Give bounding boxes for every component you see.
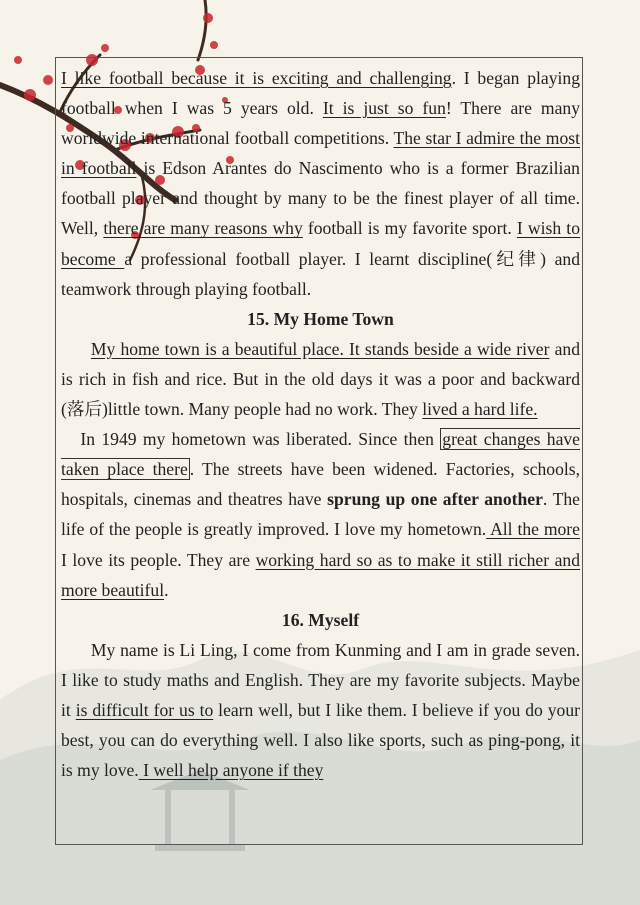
text-run: . bbox=[164, 579, 169, 600]
underlined-phrase: I well help anyone if they bbox=[138, 760, 324, 781]
text-run: My name is Li Ling, I come from Kunming and I am in grade seven. I like to study maths and English. They are my favorite subjects. Maybe it bbox=[61, 639, 580, 720]
text-run: learn well, but I like them. I believe if you do your best, you can do everything well. I also like sports, such as ping-pong, it is my love. bbox=[61, 699, 580, 781]
text-run: . I began playing football when I was 5 years old. bbox=[61, 68, 580, 119]
heading-myself: 16. Myself bbox=[281, 609, 360, 630]
football-paragraph bbox=[61, 63, 580, 304]
myself-paragraph bbox=[61, 635, 580, 785]
underlined-phrase: working hard so as to make it still richer and more beautiful bbox=[61, 549, 580, 600]
text-run: In 1949 my hometown was liberated. Since then bbox=[80, 429, 441, 450]
underlined-phrase: is difficult for us to bbox=[75, 699, 214, 720]
underlined-phrase: lived a hard life. bbox=[422, 399, 538, 420]
text-run: football is my favorite sport. bbox=[302, 218, 517, 239]
heading-my-home-town: 15. My Home Town bbox=[247, 308, 394, 329]
text-run: a professional football player. I learnt discipline(纪律) and teamwork through playing football. bbox=[61, 248, 580, 299]
home-town-paragraph-2 bbox=[61, 424, 580, 605]
underlined-phrase: I wish to become bbox=[61, 218, 580, 269]
text-run: I love its people. They are bbox=[61, 549, 256, 570]
text-run: . The streets have been widened. Factories, schools, hospitals, cinemas and theatres have bbox=[61, 459, 580, 510]
underlined-phrase: I like football because it is exciting and challenging bbox=[61, 68, 452, 88]
bold-phrase: sprung up one after another bbox=[327, 489, 543, 510]
underlined-phrase: It is just so fun bbox=[322, 98, 446, 119]
document-body bbox=[61, 63, 580, 785]
underlined-phrase: My home town is a beautiful place. It stands beside a wide river bbox=[90, 338, 550, 359]
underlined-phrase: there are many reasons why bbox=[103, 218, 303, 239]
underlined-phrase: The star I admire the most in football bbox=[61, 128, 580, 179]
text-run: is Edson Arantes do Nascimento who is a former Brazilian football player and thought by many to be the finest player of all time. Well, bbox=[61, 158, 580, 239]
text-run: and is rich in fish and rice. But in the old days it was a poor and backward (落后)little town. Many people had no work. They bbox=[61, 338, 580, 420]
underlined-phrase: All the more bbox=[486, 519, 580, 540]
home-town-paragraph-1 bbox=[61, 334, 580, 424]
text-run: . The life of the people is greatly improved. I love my hometown. bbox=[61, 489, 580, 540]
text-run: ! There are many worldwide international football competitions. bbox=[61, 98, 581, 149]
boxed-phrase: great changes have taken place there bbox=[61, 429, 580, 480]
